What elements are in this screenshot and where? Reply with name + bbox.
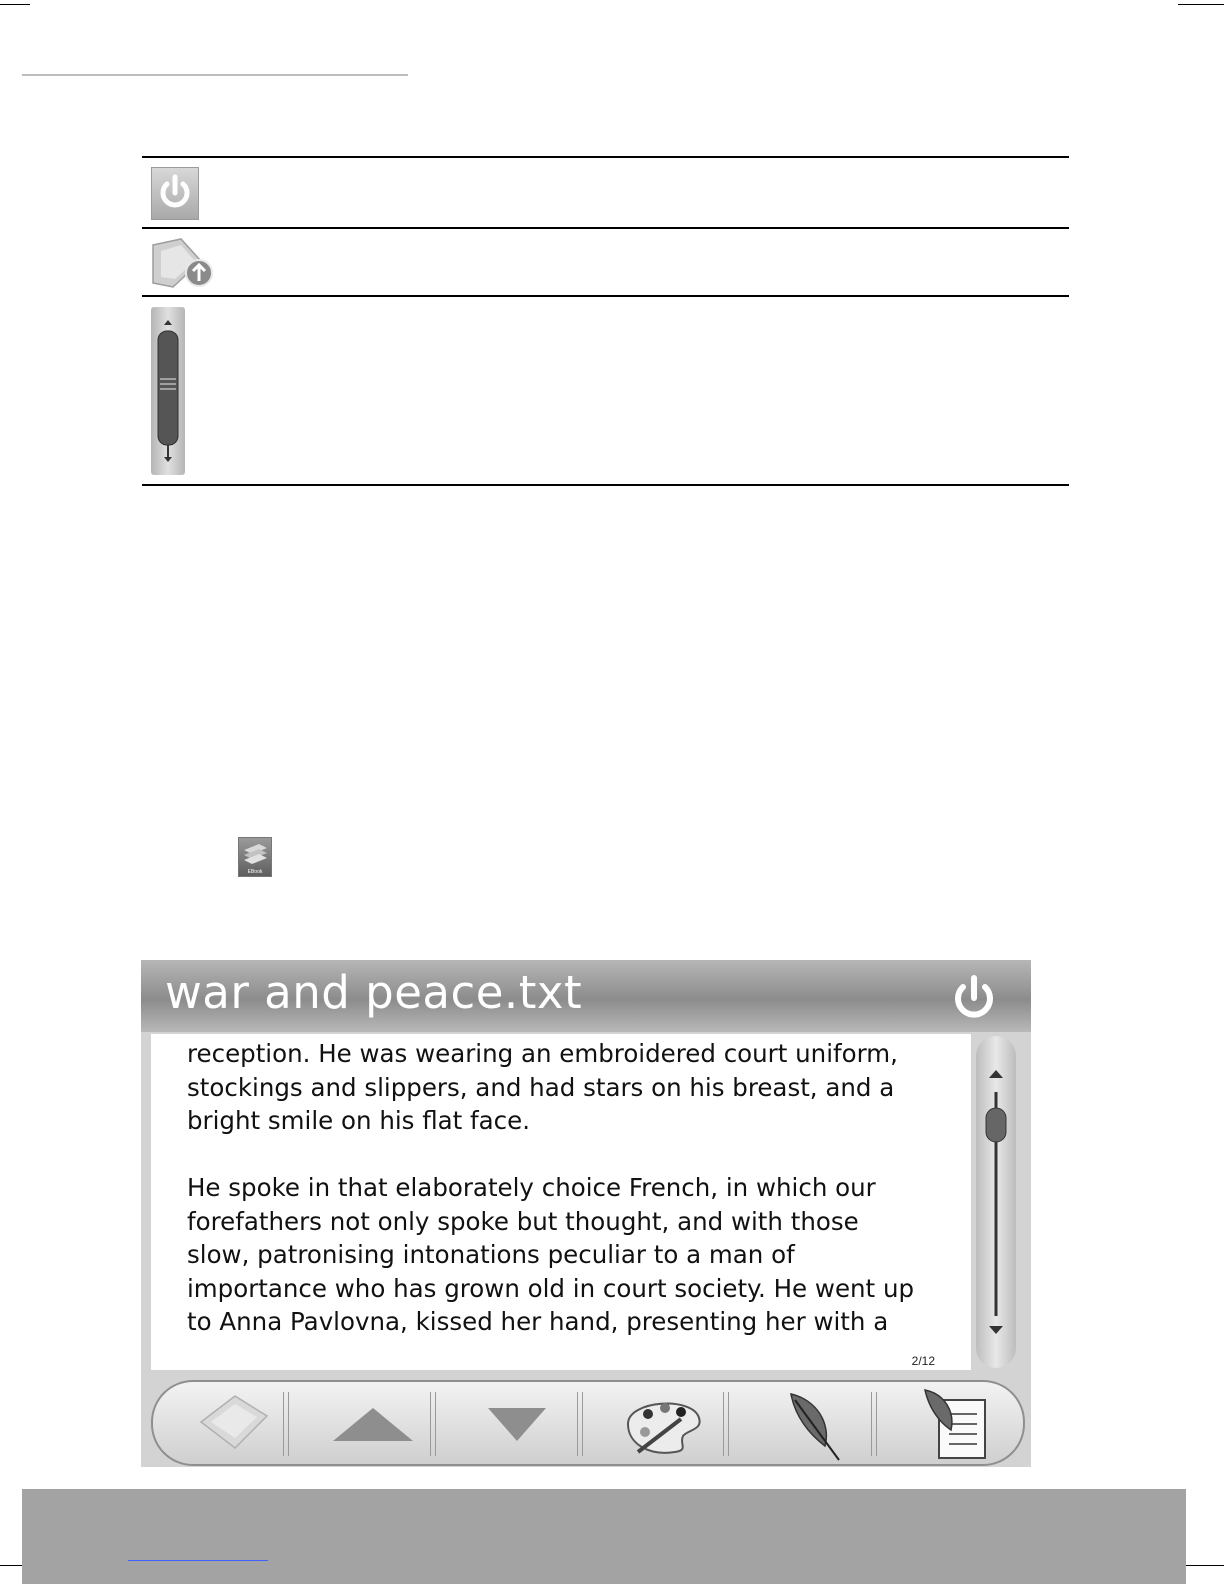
toolbar-separator <box>283 1392 289 1456</box>
toolbar-separator <box>577 1392 583 1456</box>
table-row <box>142 156 1069 227</box>
bottom-toolbar <box>151 1380 1025 1466</box>
book-text: reception. He was wearing an embroidered court uniform, stockings and slippers, and had stars on his breast, and a bright smile on his flat face. He spoke in that elaborately choice French, in which our forefathers not only spoke but thought, and with those slow, patronising intonations peculiar to a man of importance who has grown old in court society. He went up to Anna Pavlovna, kissed her hand, presenting her with a <box>187 1039 915 1336</box>
file-title: war and peace.txt <box>165 966 583 1019</box>
quill-icon[interactable] <box>751 1384 871 1462</box>
palette-icon[interactable] <box>603 1384 723 1462</box>
table-row <box>142 227 1069 295</box>
scrollbar-icon <box>151 307 185 475</box>
page-indicator: 2/12 <box>911 1354 935 1368</box>
footer-band <box>22 1489 1186 1584</box>
back-icon[interactable] <box>183 1384 283 1462</box>
scrollbar[interactable] <box>976 1036 1016 1368</box>
power-icon <box>151 167 199 220</box>
toolbar-separator <box>723 1392 729 1456</box>
page-down-icon[interactable] <box>458 1384 578 1462</box>
icon-table <box>142 156 1069 486</box>
footer-link-underline[interactable] <box>128 1560 268 1561</box>
scroll-down-icon[interactable] <box>989 1326 1003 1334</box>
crop-mark-top-left <box>0 4 30 5</box>
reading-pane <box>151 1034 971 1370</box>
power-icon[interactable] <box>944 968 1004 1028</box>
scroll-up-icon[interactable] <box>989 1070 1003 1078</box>
ebook-reader-screen <box>141 960 1031 1467</box>
toolbar-separator <box>430 1392 436 1456</box>
bookmark-list-icon[interactable] <box>901 1384 1021 1462</box>
ebook-app-icon <box>238 837 272 877</box>
table-row <box>142 295 1069 486</box>
scroll-thumb[interactable] <box>986 1108 1006 1142</box>
back-icon <box>151 237 215 289</box>
crop-mark-top-right <box>1178 4 1224 5</box>
page-up-icon[interactable] <box>313 1384 433 1462</box>
title-bar <box>141 960 1031 1032</box>
toolbar-separator <box>871 1392 877 1456</box>
ebook-icon-caption: EBook <box>247 869 263 875</box>
header-rule <box>22 74 408 76</box>
